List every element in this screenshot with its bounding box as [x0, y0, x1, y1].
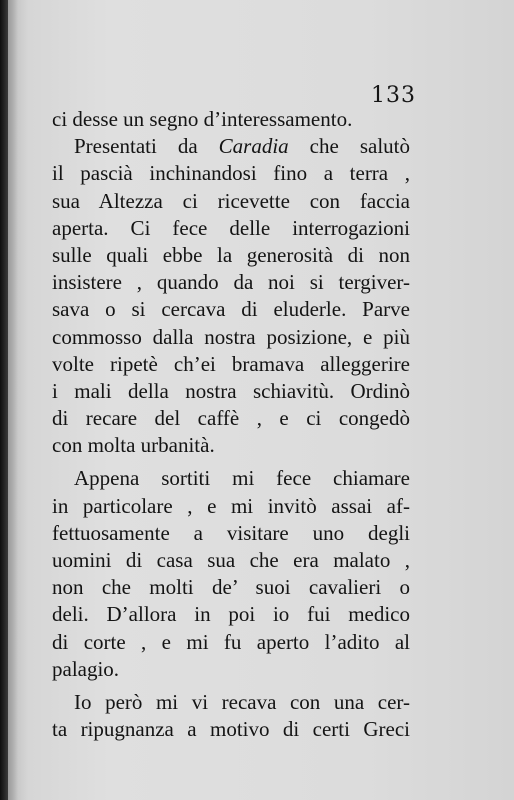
text-line: deli. D’allora in poi io fui medico: [52, 602, 410, 627]
text-line: fettuosamente a visitare uno degli: [52, 520, 410, 545]
body-text: [52, 106, 410, 743]
text-line: non che molti de’ suoi cavalieri o: [52, 575, 410, 600]
text-line: in particolare , e mi invitò assai af-: [52, 493, 410, 518]
text-line-with-italic-name: [52, 133, 410, 160]
text-line: ta ripugnanza a motivo di certi Greci: [52, 717, 410, 742]
text-line: Io però mi vi recava con una cer-: [74, 689, 410, 714]
text-line: di recare del caffè , e ci congedò: [52, 406, 410, 431]
text-line: ci desse un segno d’interessamento.: [52, 107, 353, 131]
text-line: commosso dalla nostra posizione, e più: [52, 324, 410, 349]
text-line: sulle quali ebbe la generosità di non: [52, 242, 410, 267]
text-line: insistere , quando da noi si tergiver-: [52, 270, 410, 295]
text-line: sua Altezza ci ricevette con faccia: [52, 188, 410, 213]
italic-name-caradia: Caradia: [218, 134, 289, 159]
text-line: uomini di casa sua che era malato ,: [52, 548, 410, 572]
text-line: palagio.: [52, 656, 120, 681]
text-line: volte ripetè ch’ei bramava alleggerire: [52, 351, 410, 376]
text-line: Appena sortiti mi fece chiamare: [74, 466, 410, 491]
page-gutter-shadow: [8, 0, 18, 800]
text-line: sava o si cercava di eluderle. Parve: [52, 297, 410, 322]
book-spine: [0, 0, 8, 800]
text-line: con molta urbanità.: [52, 433, 215, 458]
text-line: di corte , e mi fu aperto l’adito al: [52, 629, 410, 654]
text-fragment: che salutò: [288, 134, 410, 159]
text-fragment: Presentati da: [74, 134, 219, 159]
text-line: aperta. Ci fece delle interrogazioni: [52, 215, 410, 240]
text-line: i mali della nostra schiavitù. Ordinò: [52, 378, 410, 403]
text-line: il pascià inchinandosi fino a terra ,: [52, 161, 410, 186]
page-number: 133: [371, 83, 416, 108]
